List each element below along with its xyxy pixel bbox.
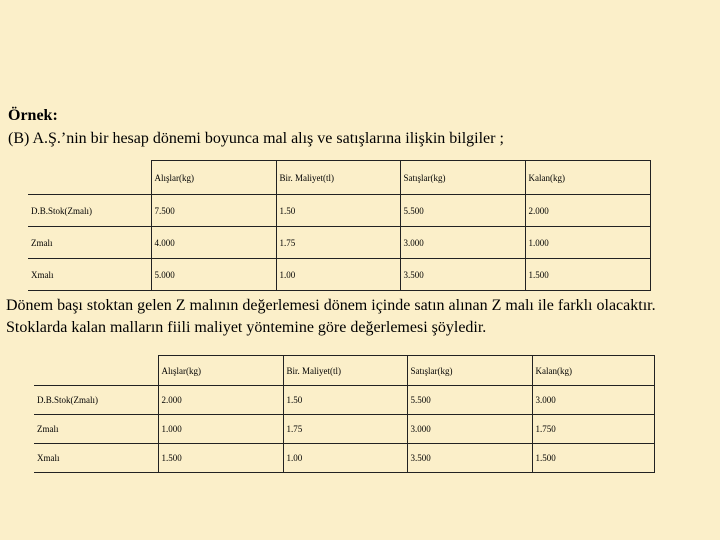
table-cell: 1.500: [158, 444, 283, 473]
table-row: [34, 415, 654, 444]
intro-text: (B) A.Ş.’nin bir hesap dönemi boyunca mal alış ve satışlarına ilişkin bilgiler ;: [8, 130, 504, 147]
header-unit-cost: Bir. Maliyet(tl): [283, 356, 407, 386]
table-cell: 2.000: [525, 195, 650, 227]
table-cell: 1.75: [276, 227, 400, 259]
table-cell: 2.000: [158, 386, 283, 415]
table-cell: 3.500: [407, 444, 532, 473]
table-cell: 1.00: [283, 444, 407, 473]
table-cell: 3.000: [400, 227, 525, 259]
table-cell: 4.000: [151, 227, 276, 259]
table-header-row: [34, 356, 654, 386]
table-cell: 3.000: [532, 386, 654, 415]
row-label: Zmalı: [28, 227, 151, 259]
table-cell: 1.000: [158, 415, 283, 444]
table-cell: 1.00: [276, 259, 400, 291]
header-purchases: Alışlar(kg): [158, 356, 283, 386]
explanation-paragraph: Dönem başı stoktan gelen Z malının değerlemesi dönem içinde satın alınan Z malı ile farklı olacaktır. Stoklarda kalan malların fiili maliyet yöntemine göre değerlemesi şöyledir.: [6, 297, 656, 336]
table-row: [34, 444, 654, 473]
row-label: D.B.Stok(Zmalı): [34, 386, 158, 415]
table-row: [28, 259, 650, 291]
table-row: [28, 227, 650, 259]
table-cell: 1.000: [525, 227, 650, 259]
table-cell: 5.500: [400, 195, 525, 227]
row-label: Zmalı: [34, 415, 158, 444]
header-remaining: Kalan(kg): [532, 356, 654, 386]
table-header-row: [28, 161, 650, 195]
row-label: D.B.Stok(Zmalı): [28, 195, 151, 227]
header-sales: Satışlar(kg): [400, 161, 525, 195]
header-remaining: Kalan(kg): [525, 161, 650, 195]
purchases-table: [28, 160, 651, 291]
table-cell: 1.50: [276, 195, 400, 227]
table-row: [28, 195, 650, 227]
table-cell: 3.500: [400, 259, 525, 291]
table-row: [34, 386, 654, 415]
header-purchases: Alışlar(kg): [151, 161, 276, 195]
table-cell: 3.000: [407, 415, 532, 444]
row-label: Xmalı: [28, 259, 151, 291]
valuation-table: [34, 355, 655, 473]
table-cell: 1.500: [532, 444, 654, 473]
table-cell: 1.50: [283, 386, 407, 415]
table-cell: 1.750: [532, 415, 654, 444]
example-heading: Örnek:: [8, 107, 58, 124]
table-corner-cell: [28, 161, 151, 195]
table-cell: 7.500: [151, 195, 276, 227]
table-cell: 1.75: [283, 415, 407, 444]
table-cell: 1.500: [525, 259, 650, 291]
header-sales: Satışlar(kg): [407, 356, 532, 386]
row-label: Xmalı: [34, 444, 158, 473]
header-unit-cost: Bir. Maliyet(tl): [276, 161, 400, 195]
table-cell: 5.500: [407, 386, 532, 415]
table-cell: 5.000: [151, 259, 276, 291]
table-corner-cell: [34, 356, 158, 386]
